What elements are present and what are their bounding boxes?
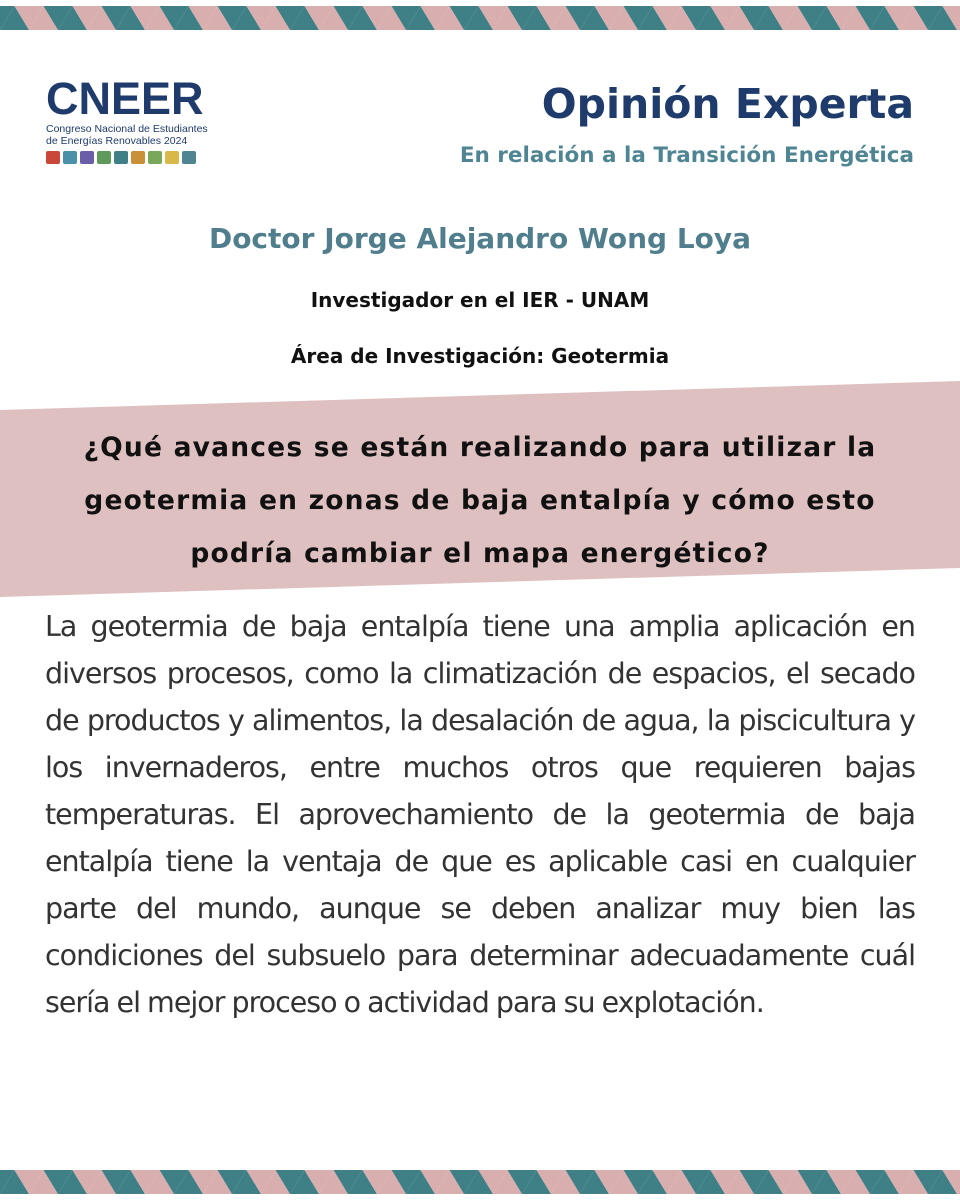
expert-area: Área de Investigación: Geotermia (290, 344, 670, 368)
expert-role: Investigador en el IER - UNAM (310, 288, 650, 312)
expert-name: Doctor Jorge Alejandro Wong Loya (208, 222, 752, 255)
bottom-triangle-border (0, 1164, 960, 1200)
page-title: Opinión Experta (541, 80, 914, 128)
question-text: ¿Qué avances se están realizando para utilizar la geotermia en zonas de baja entalpía y cómo esto podría cambiar el mapa energético? (83, 432, 877, 569)
logo-subtitle: Congreso Nacional de Estudiantes de Energías Renovables 2024 (46, 123, 208, 147)
logo-title: CNEER (46, 73, 204, 124)
answer-text: La geotermia de baja entalpía tiene una amplia aplicación en diversos procesos, como la climatización de espacios, el secado de productos y alimentos, la desalación de agua, la piscicultura y los invernaderos, entre muchos otros que requieren bajas temperaturas. El aprovechamiento de la geotermia de baja entalpía tiene la ventaja de que es aplicable casi en cualquier parte del mundo, aunque se deben analizar muy bien las condiciones del subsuelo para determinar adecuadamente cuál sería el mejor proceso o actividad para su explotación. (45, 610, 915, 1019)
page-subtitle: En relación a la Transición Energética (459, 143, 914, 168)
